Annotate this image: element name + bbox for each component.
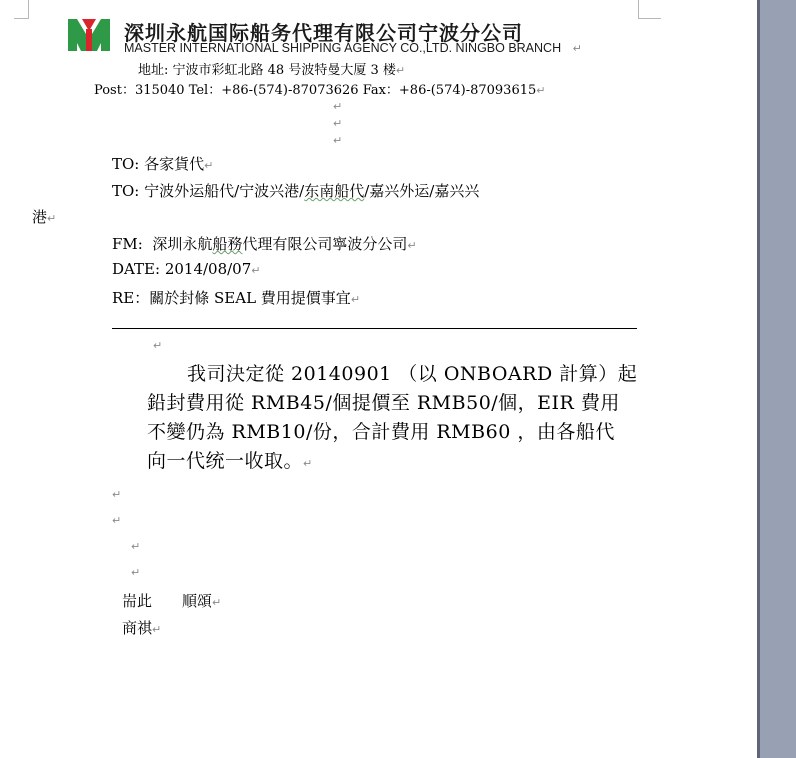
memo-from-part-c: 代理有限公司寧波分公司 bbox=[242, 235, 408, 253]
memo-date bbox=[112, 260, 261, 278]
closing-line-2 bbox=[122, 617, 161, 638]
paragraph-mark: ↵ bbox=[350, 293, 361, 306]
paragraph-mark: ↵ bbox=[333, 117, 343, 130]
closing-line-1 bbox=[122, 590, 221, 611]
header-divider bbox=[112, 328, 637, 329]
memo-to-2-part-c: /嘉兴外运/嘉兴兴 bbox=[364, 182, 480, 200]
memo-from-part-a: 深圳永航 bbox=[152, 235, 213, 253]
body-line-1-text: 我司決定從 20140901 （以 ONBOARD 計算）起 bbox=[187, 363, 638, 385]
paragraph-mark: ↵ bbox=[112, 488, 122, 501]
company-name-en-text: MASTER INTERNATIONAL SHIPPING AGENCY CO.,LTD. NINGBO BRANCH bbox=[124, 41, 562, 55]
memo-to-2-wrap-text: 港 bbox=[32, 208, 48, 226]
paragraph-mark: ↵ bbox=[572, 42, 582, 55]
paragraph-mark: ↵ bbox=[131, 566, 141, 579]
paragraph-mark: ↵ bbox=[251, 264, 261, 277]
memo-to-2 bbox=[112, 180, 479, 201]
memo-to-1 bbox=[112, 153, 213, 174]
body-line-2: 鉛封費用從 RMB45/個提價至 RMB50/個，EIR 費用 bbox=[147, 392, 620, 414]
body-line-1 bbox=[147, 360, 639, 389]
memo-subject-text: RE：關於封條 SEAL 費用提價事宜 bbox=[112, 289, 351, 307]
body-paragraph bbox=[147, 360, 639, 478]
address-line bbox=[138, 59, 405, 78]
paragraph-mark: ↵ bbox=[112, 514, 122, 527]
memo-to-2-wrap bbox=[32, 206, 56, 227]
company-name-en bbox=[124, 41, 582, 55]
memo-subject bbox=[112, 287, 360, 308]
memo-to-2-part-a: TO: 宁波外运船代/宁波兴港/ bbox=[112, 182, 305, 200]
crop-mark-left bbox=[14, 0, 29, 19]
memo-to-1-text: TO: 各家貨代 bbox=[112, 155, 205, 173]
paragraph-mark: ↵ bbox=[303, 457, 313, 470]
paragraph-mark: ↵ bbox=[407, 239, 417, 252]
body-line-3: 不變仍為 RMB10/份，合計費用 RMB60 ，由各船代 bbox=[147, 421, 615, 443]
memo-from-label: FM: bbox=[112, 235, 143, 253]
paragraph-mark: ↵ bbox=[536, 84, 546, 97]
address-text: 地址: 宁波市彩虹北路 48 号波特曼大厦 3 楼 bbox=[138, 63, 396, 78]
closing-regards: 商祺 bbox=[122, 619, 153, 637]
window-background-panel bbox=[760, 0, 796, 758]
paragraph-mark: ↵ bbox=[152, 623, 162, 636]
company-name-cn: 深圳永航国际船务代理有限公司宁波分公司 bbox=[124, 21, 523, 45]
closing-salutation-b: 順頌 bbox=[182, 592, 213, 610]
memo-to-2-part-b: 东南船代 bbox=[304, 182, 365, 200]
paragraph-mark: ↵ bbox=[131, 540, 141, 553]
crop-mark-right bbox=[638, 0, 661, 19]
contact-line bbox=[94, 79, 545, 98]
memo-date-text: DATE: 2014/08/07 bbox=[112, 260, 252, 278]
paragraph-mark: ↵ bbox=[47, 212, 57, 225]
body-line-4 bbox=[147, 447, 639, 478]
paragraph-mark: ↵ bbox=[333, 100, 343, 113]
paragraph-mark: ↵ bbox=[153, 339, 163, 352]
paragraph-mark: ↵ bbox=[204, 159, 214, 172]
company-logo bbox=[68, 17, 110, 51]
paragraph-mark: ↵ bbox=[333, 134, 343, 147]
body-line-4-text: 向一代统一收取。 bbox=[147, 450, 304, 472]
paragraph-mark: ↵ bbox=[395, 64, 406, 77]
memo-from-part-b: 船務 bbox=[212, 235, 243, 253]
paragraph-mark: ↵ bbox=[212, 596, 222, 609]
closing-salutation-a: 耑此 bbox=[122, 592, 153, 610]
memo-from bbox=[112, 233, 417, 254]
contact-text: Post：315040 Tel：+86-(574)-87073626 Fax：+86-(574)-87093615 bbox=[94, 83, 537, 98]
